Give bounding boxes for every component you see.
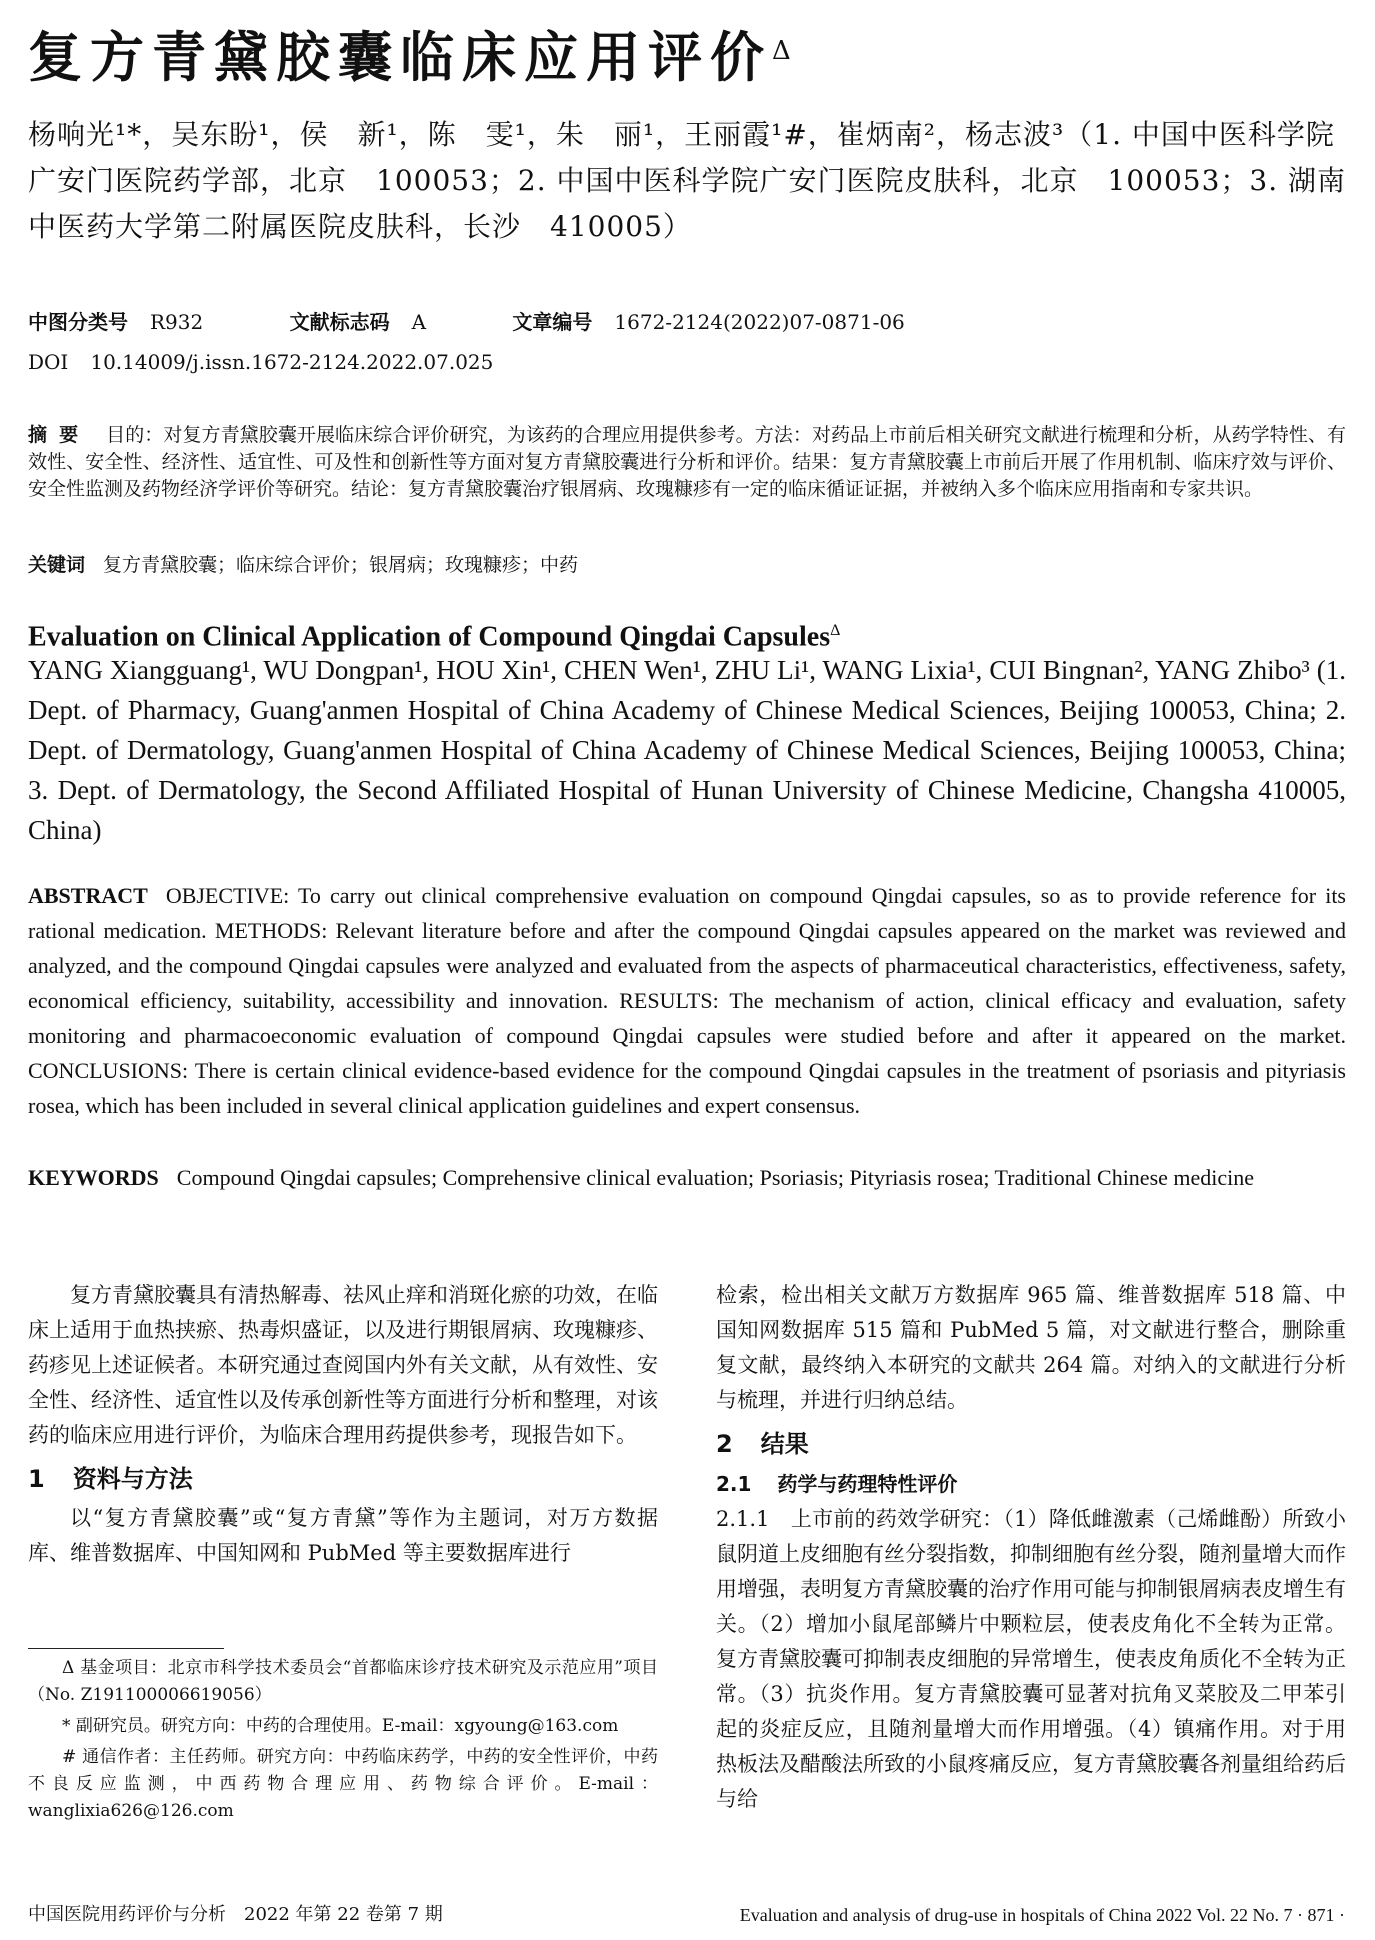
authors-affiliations-cn: 杨响光¹*，吴东盼¹，侯 新¹，陈 雯¹，朱 丽¹，王丽霞¹#，崔炳南²，杨志波³（1. 中国中医科学院广安门医院药学部，北京 100053；2. 中国中医科学院广安门医院皮肤科，北京 100053；3. 湖南中医药大学第二附属医院皮肤科，长沙 410005）	[28, 118, 1347, 243]
keywords-cn-label: 关键词	[28, 554, 86, 576]
pharmacodynamics-paragraph: 2.1.1 上市前的药效学研究：（1）降低雌激素（己烯雌酚）所致小鼠阴道上皮细胞有丝分裂指数，抑制细胞有丝分裂，随剂量增大而作用增强，表明复方青黛胶囊的治疗作用可能与抑制银屑病表皮增生有关。（2）增加小鼠尾部鳞片中颗粒层，使表皮角化不全转为正常。复方青黛胶囊可抑制表皮细胞的异常增生，使表皮角质化不全转为正常。（3）抗炎作用。复方青黛胶囊可显著对抗角叉菜胶及二甲苯引起的炎症反应，且随剂量增大而作用增强。（4）镇痛作用。对于用热板法及醋酸法所致的小鼠疼痛反应，复方青黛胶囊各剂量组给药后与给	[716, 1507, 1346, 1811]
footer-journal-en: Evaluation and analysis of drug-use in hospitals of China 2022 Vol. 22 No. 7 · 871 ·	[739, 1905, 1345, 1925]
section-title: 结果	[760, 1430, 809, 1458]
methods-continued-paragraph: 检索，检出相关文献万方数据库 965 篇、维普数据库 518 篇、中国知网数据库 515 篇和 PubMed 5 篇，对文献进行整合，删除重复文献，最终纳入本研究的文献共 264 篇。对纳入的文献进行分析与梳理，并进行归纳总结。	[716, 1283, 1346, 1412]
article-title-text: 复方青黛胶囊临床应用评价	[28, 25, 772, 89]
body-column-left	[28, 1278, 658, 1571]
subsection-number: 2.1	[716, 1472, 752, 1496]
doi-label: DOI	[28, 350, 69, 374]
footnote-fund: Δ 基金项目：北京市科学技术委员会“首都临床诊疗技术研究及示范应用”项目（No. Z191100006619056）	[28, 1658, 658, 1705]
article-title-en-text: Evaluation on Clinical Application of Compound Qingdai Capsules	[28, 621, 831, 653]
abstract-cn-label: 摘要	[28, 424, 91, 446]
footnotes	[28, 1655, 658, 1829]
section-number: 1	[28, 1465, 45, 1493]
section-heading-methods	[28, 1459, 658, 1499]
doc-code-value: A	[411, 310, 427, 334]
article-title	[28, 22, 791, 92]
title-fund-mark: Δ	[772, 36, 791, 66]
intro-paragraph: 复方青黛胶囊具有清热解毒、祛风止痒和消斑化瘀的功效，在临床上适用于血热挟瘀、热毒炽盛证，以及进行期银屑病、玫瑰糠疹、药疹见上述证候者。本研究通过查阅国内外有关文献，从有效性、安全性、经济性、适宜性以及传承创新性等方面进行分析和整理，对该药的临床应用进行评价，为临床合理用药提供参考，现报告如下。	[28, 1283, 658, 1447]
subsection-heading	[716, 1466, 1346, 1502]
section-title: 资料与方法	[72, 1465, 193, 1493]
doi-value: 10.14009/j.issn.1672-2124.2022.07.025	[90, 350, 494, 374]
clc-label: 中图分类号	[28, 310, 128, 334]
methods-paragraph: 以“复方青黛胶囊”或“复方青黛”等作为主题词，对万方数据库、维普数据库、中国知网和 PubMed 等主要数据库进行	[28, 1506, 658, 1565]
footnote-divider	[28, 1648, 224, 1649]
article-no-value: 1672-2124(2022)07-0871-06	[614, 310, 905, 334]
keywords-en-label: KEYWORDS	[28, 1165, 159, 1190]
classification-line	[28, 305, 905, 339]
authors-affiliations-en: YANG Xiangguang¹, WU Dongpan¹, HOU Xin¹, CHEN Wen¹, ZHU Li¹, WANG Lixia¹, CUI Bingnan², YANG Zhibo³ (1. Dept. of Pharmacy, Guang'anmen Hospital of China Academy of Chinese Medical Sciences, Beijing 100053, China; 2. Dept. of Dermatology, Guang'anmen Hospital of China Academy of Chinese Medical Sciences, Beijing 100053, China; 3. Dept. of Dermatology, the Second Affiliated Hospital of Hunan University of Chinese Medicine, Changsha 410005, China)	[28, 655, 1346, 845]
article-no-label: 文章编号	[512, 310, 593, 334]
abstract-cn-text: 目的：对复方青黛胶囊开展临床综合评价研究，为该药的合理应用提供参考。方法：对药品上市前后相关研究文献进行梳理和分析，从药学特性、有效性、安全性、经济性、适宜性、可及性和创新性等方面对复方青黛胶囊进行分析和评价。结果：复方青黛胶囊上市前后开展了作用机制、临床疗效与评价、安全性监测及药物经济学评价等研究。结论：复方青黛胶囊治疗银屑病、玫瑰糠疹有一定的临床循证证据，并被纳入多个临床应用指南和专家共识。	[28, 424, 1346, 500]
footnote-corresponding: # 通信作者：主任药师。研究方向：中药临床药学，中药的安全性评价，中药不良反应监测，中西药物合理应用、药物综合评价。E-mail：wanglixia626@126.com	[28, 1747, 658, 1821]
abstract-en-text: OBJECTIVE: To carry out clinical comprehensive evaluation on compound Qingdai capsules, so as to provide reference for its rational medication. METHODS: Relevant literature before and after the compound Qingdai capsules appeared on the market was reviewed and analyzed, and the compound Qingdai capsules were analyzed and evaluated from the aspects of pharmaceutical characteristics, effectiveness, safety, economical efficiency, suitability, accessibility and innovation. RESULTS: The mechanism of action, clinical efficacy and evaluation, safety monitoring and pharmacoeconomic evaluation of compound Qingdai capsules were studied before and after it appeared on the market. CONCLUSIONS: There is certain clinical evidence-based evidence for the compound Qingdai capsules in the treatment of psoriasis and pityriasis rosea, which has been included in several clinical application guidelines and expert consensus.	[28, 883, 1346, 1118]
title-en-fund-mark: Δ	[830, 622, 841, 639]
section-number: 2	[716, 1430, 733, 1458]
keywords-cn-text: 复方青黛胶囊；临床综合评价；银屑病；玫瑰糠疹；中药	[103, 554, 579, 576]
keywords-en-text: Compound Qingdai capsules; Comprehensive clinical evaluation; Psoriasis; Pityriasis rosea; Traditional Chinese medicine	[176, 1165, 1255, 1190]
abstract-en	[28, 878, 1346, 1123]
keywords-en	[28, 1160, 1346, 1195]
keywords-cn	[28, 552, 1346, 579]
section-heading-results	[716, 1424, 1346, 1464]
clc-value: R932	[150, 310, 204, 334]
footer-journal-cn: 中国医院用药评价与分析 2022 年第 22 卷第 7 期	[28, 1904, 443, 1925]
abstract-en-label: ABSTRACT	[28, 883, 148, 908]
body-column-right	[716, 1278, 1346, 1817]
subsection-title: 药学与药理特性评价	[777, 1472, 958, 1496]
abstract-cn	[28, 422, 1346, 503]
doi-line	[28, 345, 493, 379]
footnote-first-author: * 副研究员。研究方向：中药的合理使用。E-mail：xgyoung@163.com	[62, 1716, 619, 1736]
doc-code-label: 文献标志码	[289, 310, 390, 334]
